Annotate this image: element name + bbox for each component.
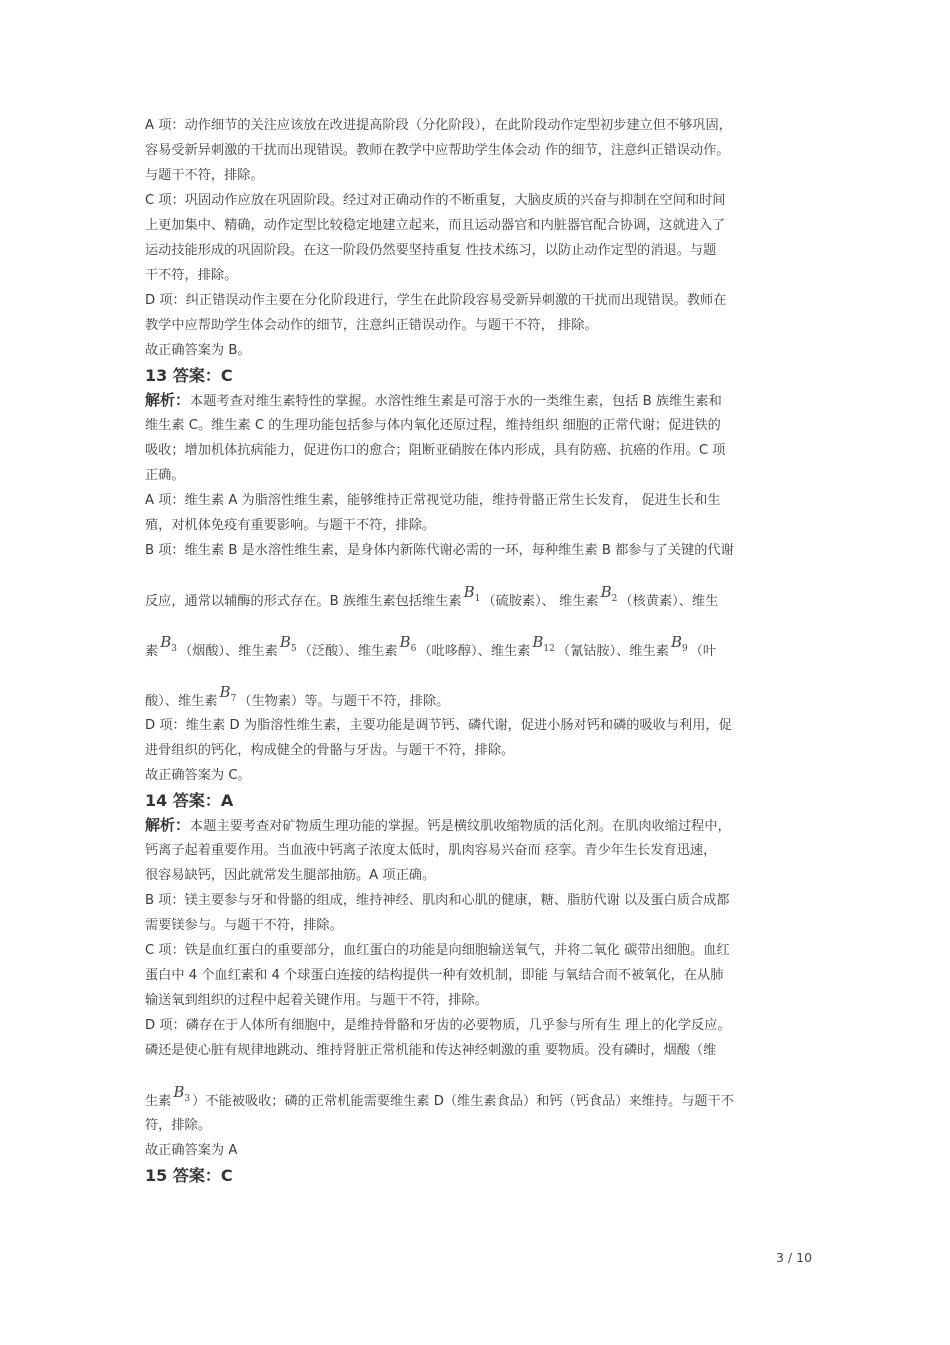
text-line-with-formula: [145, 613, 810, 663]
text-run: 反应，通常以辅酶的形式存在。B 族维生素包括维生素: [145, 594, 462, 609]
text-line: 维生素 C。维生素 C 的生理功能包括参与体内氧化还原过程，维持组织 细胞的正常代谢；促进铁的: [145, 418, 721, 433]
text-run: 酸）、维生素: [145, 694, 218, 709]
answer-heading-14: 14 答案：A: [145, 791, 234, 810]
text-line: C 项：铁是血红蛋白的重要部分，血红蛋白的功能是向细胞输送氧气，并将二氧化 碳带出细胞。血红: [145, 943, 730, 958]
text-line: 干不符，排除。: [145, 268, 238, 283]
text-line: D 项：磷存在于人体所有细胞中，是维持骨骼和牙齿的必要物质，几乎参与所有生 理上的化学反应。: [145, 1018, 731, 1033]
text-line: D 项：维生素 D 为脂溶性维生素，主要功能是调节钙、磷代谢，促进小肠对钙和磷的吸收与利用，促: [145, 718, 732, 733]
answer-heading-13: 13 答案：C: [145, 366, 233, 385]
text-line: 很容易缺钙，因此就常发生腿部抽筋。A 项正确。: [145, 868, 436, 883]
text-line: 正确。: [145, 468, 185, 483]
text-run: （氰钴胺）、维生素: [556, 644, 669, 659]
text-line: 与题干不符，排除。: [145, 168, 264, 183]
formula-b3: $B_3$: [160, 633, 177, 654]
text-line: 上更加集中、精确，动作定型比较稳定地建立起来，而且运动器官和内脏器官配合协调，这就进入了: [145, 218, 726, 233]
text-line: 教学中应帮助学生体会动作的细节，注意纠正错误动作。与题干不符， 排除。: [145, 318, 598, 333]
page-content: [145, 113, 810, 1188]
text-line: 运动技能形成的巩固阶段。在这一阶段仍然要坚持重复 性技术练习，以防止动作定型的消退。与题: [145, 243, 717, 258]
text-run: 本题主要考查对矿物质生理功能的掌握。钙是横纹肌收缩物质的活化剂。在肌肉收缩过程中，: [190, 819, 731, 834]
text-line: 进骨组织的钙化，构成健全的骨骼与牙齿。与题干不符，排除。: [145, 743, 515, 758]
formula-b12: $B_{12}$: [532, 633, 555, 654]
page-number: 3 / 10: [776, 1250, 813, 1265]
formula-b9: $B_9$: [670, 633, 688, 654]
text-line: 磷还是使心脏有规律地跳动、维持肾脏正常机能和传达神经刺激的重 要物质。没有磷时，烟酸（维: [145, 1043, 717, 1058]
text-line: C 项：巩固动作应放在巩固阶段。经过对正确动作的不断重复，大脑皮质的兴奋与抑制在空间和时间: [145, 193, 726, 208]
text-line: 吸收；增加机体抗病能力，促进伤口的愈合；阻断亚硝胺在体内形成，具有防癌、抗癌的作用。C 项: [145, 443, 726, 458]
text-run: （生物素）等。与题干不符，排除。: [238, 694, 450, 709]
text-line: 蛋白中 4 个血红素和 4 个球蛋白连接的结构提供一种有效机制，即能 与氧结合而不被氧化，在从肺: [145, 968, 724, 983]
text-line: 符，排除。: [145, 1118, 211, 1133]
formula-b1: $B_1$: [463, 583, 481, 604]
formula-b3: $B_3$: [173, 1083, 191, 1104]
analysis-label: 解析：: [145, 816, 191, 834]
text-line: 钙离子起着重要作用。当血液中钙离子浓度太低时，肌肉容易兴奋而 痉挛。青少年生长发育迅速，: [145, 843, 717, 858]
formula-b7: $B_7$: [219, 683, 237, 704]
text-run: 本题考查对维生素特性的掌握。水溶性维生素是可溶于水的一类维生素，包括 B 族维生素和: [190, 394, 722, 409]
text-line: D 项：纠正错误动作主要在分化阶段进行，学生在此阶段容易受新异刺激的干扰而出现错误。教师在: [145, 293, 727, 308]
text-line: 故正确答案为 A: [145, 1143, 238, 1158]
text-line: A 项：动作细节的关注应该放在改进提高阶段（分化阶段），在此阶段动作定型初步建立但不够巩固，: [145, 118, 732, 133]
text-run: 素: [145, 644, 159, 659]
text-run: （核黄素）、维生: [619, 594, 719, 609]
text-run: ）不能被吸收；磷的正常机能需要维生素 D（维生素食品）和钙（钙食品）来维持。与题干不: [192, 1094, 734, 1109]
text-line: B 项：镁主要参与牙和骨骼的组成，维持神经、肌肉和心肌的健康，糖、脂肪代谢 以及蛋白质合成都: [145, 893, 730, 908]
text-line-with-formula: [145, 1063, 810, 1113]
text-run: （硫胺素）、 维生素: [482, 594, 599, 609]
text-line: A 项：维生素 A 为脂溶性维生素，能够维持正常视觉功能，维持骨骼正常生长发育， 促进生长和生: [145, 493, 721, 508]
text-run: （泛酸）、维生素: [298, 644, 398, 659]
text-line: 故正确答案为 B。: [145, 343, 251, 358]
text-line: 容易受新异刺激的干扰而出现错误。教师在教学中应帮助学生体会动 作的细节，注意纠正错误动作。: [145, 143, 730, 158]
text-line-with-formula: [145, 663, 810, 713]
formula-b2: $B_2$: [600, 583, 618, 604]
formula-b5: $B_5$: [279, 633, 297, 654]
text-run: （烟酸）、维生素: [178, 644, 278, 659]
text-line: 故正确答案为 C。: [145, 768, 251, 783]
text-line: 需要镁参与。与题干不符，排除。: [145, 918, 343, 933]
text-line: 输送氧到组织的过程中起着关键作用。与题干不符，排除。: [145, 993, 488, 1008]
text-run: （叶: [689, 644, 717, 659]
text-run: （吡哆醇）、维生素: [418, 644, 531, 659]
text-run: 生素: [145, 1094, 172, 1109]
answer-heading-15: 15 答案：C: [145, 1166, 233, 1185]
text-line-with-formula: [145, 563, 810, 613]
analysis-label: 解析：: [145, 391, 191, 409]
text-line: 殖，对机体免疫有重要影响。与题干不符，排除。: [145, 518, 436, 533]
formula-b6: $B_6$: [399, 633, 417, 654]
text-line: [145, 388, 810, 413]
text-line: B 项：维生素 B 是水溶性维生素，是身体内新陈代谢必需的一环，每种维生素 B 都参与了关键的代谢: [145, 543, 734, 558]
text-line: [145, 813, 810, 838]
